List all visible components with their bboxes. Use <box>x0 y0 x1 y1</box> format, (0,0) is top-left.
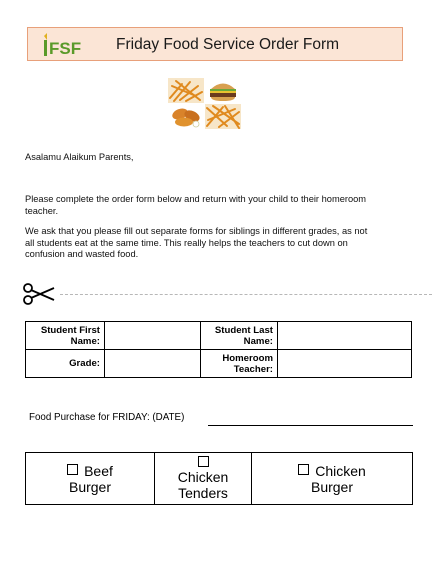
choice-label: Tenders <box>178 485 228 501</box>
choice-label: Beef <box>84 462 113 479</box>
logo-text: FSF <box>49 39 82 58</box>
choice-label: Burger <box>310 478 354 495</box>
choice-chicken-burger <box>252 453 413 505</box>
page-title: Friday Food Service Order Form <box>116 36 340 53</box>
table-row <box>26 350 412 378</box>
choice-beef-burger <box>26 453 155 505</box>
scissors-icon <box>22 283 56 305</box>
paragraph-line: Please complete the order form below and return with your child to their homeroom <box>25 194 367 204</box>
grade-label: Grade: <box>26 350 105 378</box>
paragraph-line: teacher. <box>25 205 59 216</box>
purchase-date-label: Food Purchase for FRIDAY: (DATE) <box>29 412 185 423</box>
chicken-tenders-photo <box>168 104 204 129</box>
food-choices-table <box>25 452 413 505</box>
fsf-logo <box>41 33 87 59</box>
chicken-tenders-checkbox[interactable] <box>198 456 209 467</box>
cut-line <box>60 294 432 295</box>
last-name-label: Student Last Name: <box>201 322 278 350</box>
choice-label: Chicken <box>177 469 229 485</box>
homeroom-teacher-field[interactable] <box>278 350 412 378</box>
table-row <box>26 322 412 350</box>
form-header <box>27 27 403 61</box>
paragraph-line: We ask that you please fill out separate forms for siblings in different grades, as not <box>25 226 368 236</box>
fries-photo-2 <box>205 104 241 129</box>
grade-field[interactable] <box>105 350 201 378</box>
burger-photo <box>205 78 241 103</box>
beef-burger-checkbox[interactable] <box>67 464 78 475</box>
fries-photo <box>168 78 204 103</box>
food-photo-collage <box>168 78 242 130</box>
choice-label: Burger <box>68 478 112 495</box>
first-name-label: Student First Name: <box>26 322 105 350</box>
last-name-field[interactable] <box>278 322 412 350</box>
student-info-table <box>25 321 412 378</box>
instructions-paragraph <box>25 194 366 217</box>
first-name-field[interactable] <box>105 322 201 350</box>
table-row <box>26 453 413 505</box>
chicken-burger-checkbox[interactable] <box>298 464 309 475</box>
greeting: Asalamu Alaikum Parents, <box>25 152 134 162</box>
siblings-paragraph <box>25 226 367 261</box>
choice-chicken-tenders <box>155 453 252 505</box>
paragraph-line: all students eat at the same time. This really helps the teachers to cut down on <box>25 237 348 248</box>
choice-label: Chicken <box>315 462 366 479</box>
paragraph-line: confusion and wasted food. <box>25 249 139 259</box>
homeroom-teacher-label: Homeroom Teacher: <box>201 350 278 378</box>
purchase-date-field[interactable] <box>208 425 413 426</box>
